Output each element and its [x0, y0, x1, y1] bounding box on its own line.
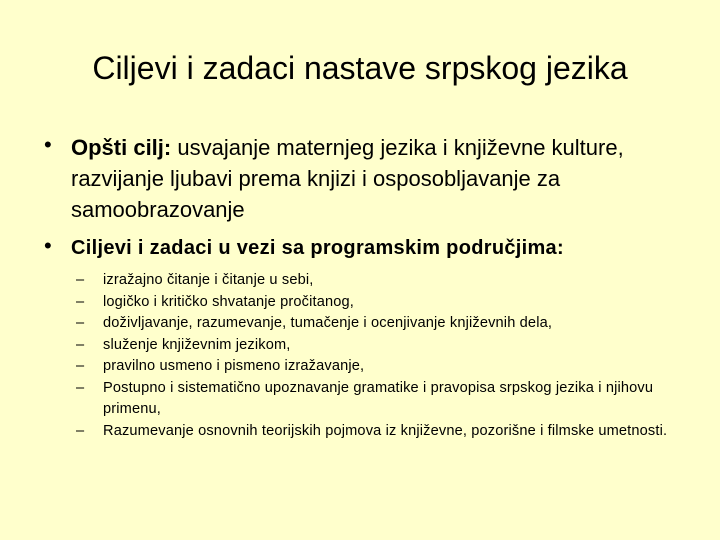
dash-marker: –	[76, 293, 85, 310]
bullet-general-goal	[44, 132, 694, 225]
list-item	[76, 335, 686, 357]
dash-marker: –	[76, 422, 85, 439]
list-item-text: pravilno usmeno i pismeno izražavanje,	[103, 358, 365, 374]
dash-marker: –	[76, 379, 85, 396]
bullet-general-goal-text	[71, 132, 694, 225]
bullet-goals-tasks	[44, 233, 694, 264]
list-item-text: doživljavanje, razumevanje, tumačenje i ocenjivanje književnih dela,	[103, 315, 553, 331]
general-goal-description: usvajanje maternjeg jezika i književne kulture, razvijanje ljubavi prema knjizi i osposobljavanje za samoobrazovanje	[71, 135, 624, 222]
goals-tasks-heading: Ciljevi i zadaci u vezi sa programskim područjima:	[71, 237, 564, 259]
list-item	[76, 313, 686, 335]
list-item-text: služenje književnim jezikom,	[103, 336, 291, 353]
list-item	[76, 378, 686, 421]
bullet-marker: •	[44, 233, 52, 258]
list-item-text: Postupno i sistematično upoznavanje gramatike i pravopisa srpskog jezika i njihovu primenu,	[103, 379, 654, 417]
slide-title: Ciljevi i zadaci nastave srpskog jezika	[92, 50, 628, 86]
list-item-text: Razumevanje osnovnih teorijskih pojmova iz književne, pozorišne i filmske umetnosti.	[103, 422, 668, 439]
general-goal-label: Opšti cilj:	[71, 135, 172, 160]
list-item	[76, 292, 686, 314]
bullet-marker: •	[44, 132, 52, 157]
list-item	[76, 356, 686, 378]
dash-marker: –	[76, 315, 85, 331]
list-item	[76, 421, 686, 443]
list-item-text: izražajno čitanje i čitanje u sebi,	[103, 272, 314, 288]
goals-sub-list	[76, 270, 686, 442]
dash-marker: –	[76, 272, 85, 288]
list-item-text: logičko i kritičko shvatanje pročitanog,	[103, 293, 354, 310]
dash-marker: –	[76, 358, 85, 374]
dash-marker: –	[76, 336, 85, 353]
list-item	[76, 270, 686, 292]
